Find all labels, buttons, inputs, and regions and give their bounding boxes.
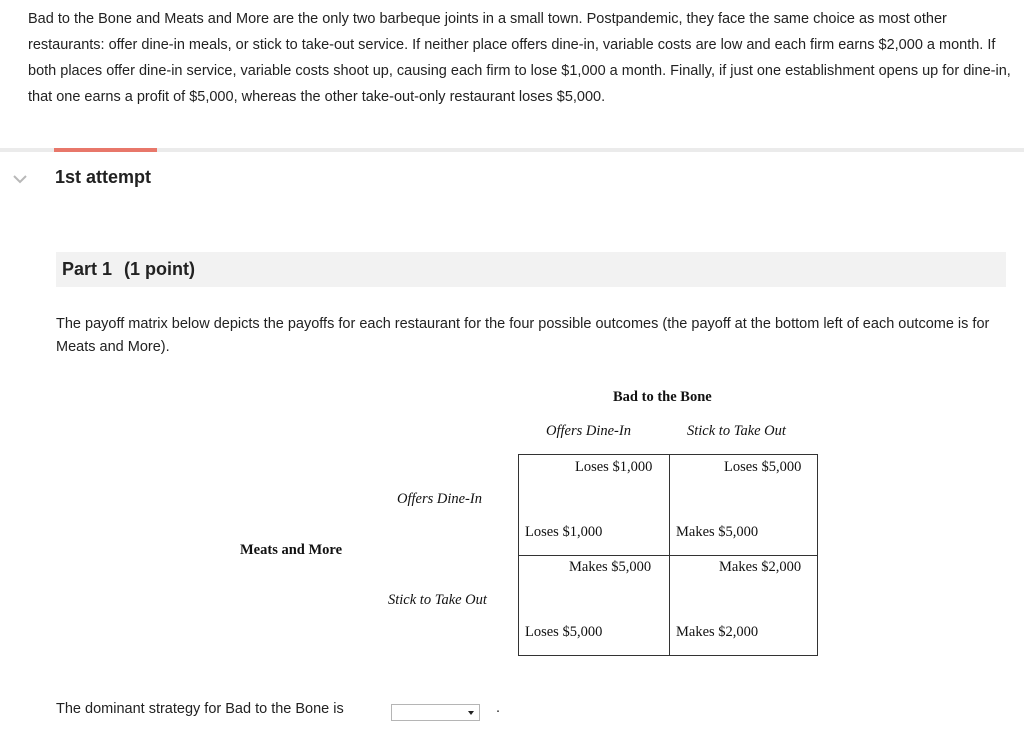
cell-payoff-bad-to-the-bone: Loses $1,000 bbox=[575, 459, 653, 475]
question-suffix: . bbox=[496, 700, 501, 716]
cell-payoff-meats-and-more: Loses $5,000 bbox=[525, 624, 603, 640]
column-strategy-take-out: Stick to Take Out bbox=[687, 423, 786, 439]
attempt-tab-indicator bbox=[54, 148, 157, 152]
cell-payoff-bad-to-the-bone: Loses $5,000 bbox=[724, 459, 802, 475]
cell-payoff-meats-and-more: Loses $1,000 bbox=[525, 524, 603, 540]
cell-payoff-bad-to-the-bone: Makes $5,000 bbox=[569, 559, 652, 575]
chevron-down-icon[interactable] bbox=[12, 172, 28, 186]
attempt-title[interactable]: 1st attempt bbox=[55, 167, 152, 187]
part-description: The payoff matrix below depicts the payoffs for each restaurant for the four possible outcomes (the payoff at the bottom left of each outcome is for Meats and More). bbox=[56, 316, 990, 355]
row-strategy-dine-in: Offers Dine-In bbox=[397, 491, 482, 507]
cell-payoff-bad-to-the-bone: Makes $2,000 bbox=[719, 559, 802, 575]
dropdown-arrow-icon bbox=[468, 711, 474, 715]
dominant-strategy-question: The dominant strategy for Bad to the Bone is bbox=[56, 701, 344, 717]
dominant-strategy-select[interactable] bbox=[391, 704, 480, 721]
column-strategy-dine-in: Offers Dine-In bbox=[546, 423, 631, 439]
cell-payoff-meats-and-more: Makes $2,000 bbox=[676, 624, 759, 640]
part-points: (1 point) bbox=[124, 259, 196, 279]
problem-intro: Bad to the Bone and Meats and More are the only two barbeque joints in a small town. Postpandemic, they face the same choice as most other restaurants: offer dine-in meals, or stick to take-out service. If neither place offers dine-in, variable costs are low and each firm earns $2,000 a month. If both places offer dine-in service, variable costs shoot up, causing each firm to lose $1,000 a month. Finally, if just one establishment opens up for dine-in, that one earns a profit of $5,000, whereas the other take-out-only restaurant loses $5,000. bbox=[28, 11, 1011, 105]
matrix-horizontal-divider bbox=[518, 555, 818, 556]
row-strategy-take-out: Stick to Take Out bbox=[388, 592, 487, 608]
column-player-label: Bad to the Bone bbox=[613, 389, 712, 405]
part-number: Part 1 bbox=[62, 259, 113, 279]
part-title bbox=[62, 259, 195, 280]
row-player-label: Meats and More bbox=[240, 542, 343, 558]
cell-payoff-meats-and-more: Makes $5,000 bbox=[676, 524, 759, 540]
part-header bbox=[56, 252, 1006, 287]
